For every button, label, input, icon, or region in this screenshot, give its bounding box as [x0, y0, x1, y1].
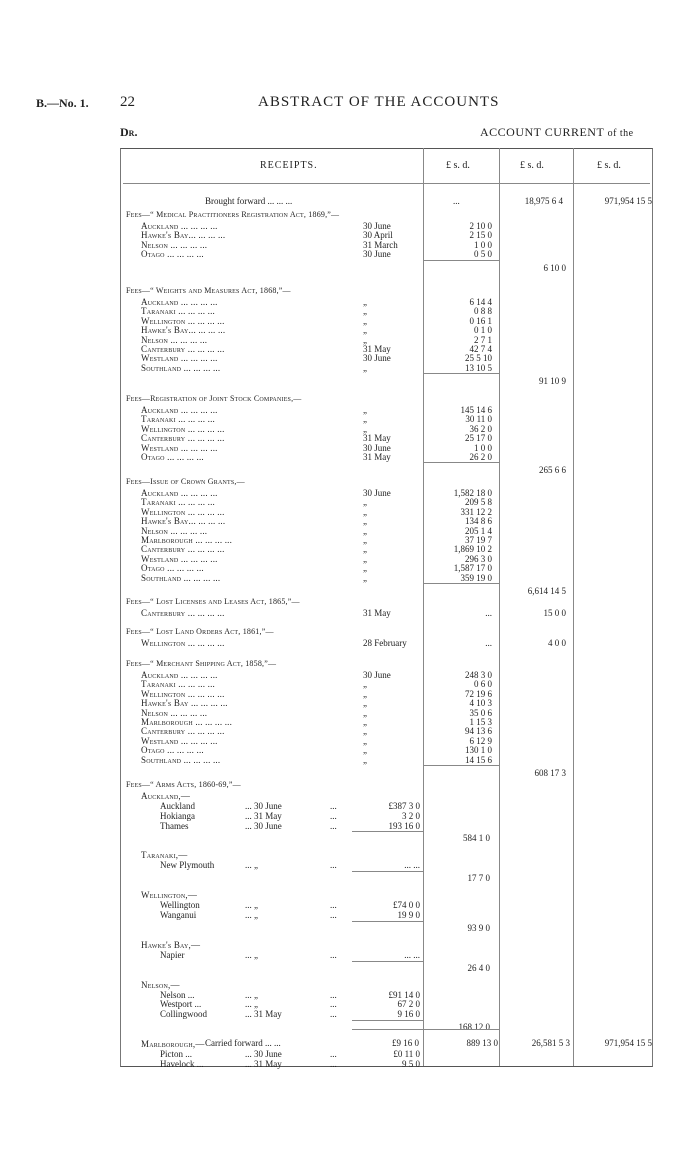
section-row-amount: 26 2 0 — [469, 452, 492, 462]
subtotal-rule — [423, 462, 499, 463]
arms-group-total: 17 7 0 — [467, 873, 490, 884]
arms-row-amount: £387 3 0 — [388, 801, 420, 811]
section-row-label: Otago ... ... ... ... — [141, 563, 204, 574]
arms-row-dots: ... — [330, 949, 337, 960]
arms-row-date: ... 31 May — [245, 1058, 282, 1069]
section-title: Fees—“ Lost Land Orders Act, 1861,”— — [126, 627, 274, 636]
arms-row-amount: £91 14 0 — [388, 989, 420, 1000]
column-3-header: £ s. d. — [597, 160, 621, 171]
section-row-label: Otago ... ... ... ... — [141, 452, 204, 462]
section-row-amount: 1 0 0 — [474, 442, 492, 453]
section-title: Fees—Issue of Crown Grants,— — [126, 477, 245, 486]
arms-row-place: Napier — [160, 949, 185, 960]
arms-row-dots: ... — [330, 801, 337, 811]
section-title: Fees—“ Medical Practitioners Registration Act, 1869,”— — [126, 210, 340, 219]
section-title: Fees—“ Arms Acts, 1860-69,”— — [126, 780, 241, 789]
arms-row-dots: ... — [330, 910, 337, 920]
page-title: ABSTRACT OF THE ACCOUNTS — [258, 94, 500, 110]
section-row-date: „ — [363, 506, 367, 517]
section-row-amount: 25 17 0 — [465, 433, 492, 444]
section-row-label: Wellington ... ... ... ... — [141, 423, 225, 434]
section-row-label: Wellington ... ... ... ... — [141, 315, 225, 326]
section-row-amount: 6 14 4 — [469, 297, 492, 307]
subtotal-rule — [352, 1020, 423, 1021]
section-row-amount: 1 0 0 — [474, 239, 492, 250]
section-row-label: Marlborough ... ... ... ... — [141, 717, 233, 727]
arms-row-date: ... 30 June — [245, 820, 282, 831]
section-row-label: Wellington ... ... ... ... — [141, 506, 225, 517]
section-row-date: 31 May — [363, 452, 391, 462]
arms-row-place: Thames — [160, 820, 189, 831]
arms-row-amount: 9 16 0 — [397, 1009, 420, 1020]
section-row-amount: 25 5 10 — [465, 353, 492, 364]
arms-row-amount: 3 2 0 — [402, 810, 420, 821]
carried-forward-label: Carried forward ... ... — [205, 1038, 281, 1048]
arms-row-dots: ... — [330, 989, 337, 1000]
section-row-label: Auckland ... ... ... ... — [141, 221, 218, 231]
section-row-date: „ — [363, 297, 367, 307]
subtotal-rule — [352, 831, 423, 832]
section-row-label: Hawke's Bay... ... ... ... — [141, 325, 226, 336]
section-row-amount: 13 10 5 — [465, 362, 492, 373]
section-title: Fees—“ Lost Licenses and Leases Act, 1865,”— — [126, 597, 300, 606]
arms-row-date: ... 30 June — [245, 801, 282, 811]
section-row-amount: 209 5 8 — [465, 497, 492, 508]
section-row-label: Wellington ... ... ... ... — [141, 688, 225, 699]
section-row-label: Taranaki ... ... ... ... — [141, 306, 215, 317]
section-row-date: „ — [363, 306, 367, 317]
section-row-amount: 72 19 6 — [465, 688, 492, 699]
section-row-label: Southland ... ... ... ... — [141, 754, 221, 765]
carried-forward-col2: 26,581 5 3 — [531, 1038, 570, 1048]
section-row-amount: 331 12 2 — [460, 506, 492, 517]
section-row-label: Southland ... ... ... ... — [141, 572, 221, 583]
arms-row-amount: ... ... — [404, 949, 420, 960]
arms-row-dots: ... — [330, 1049, 337, 1059]
section-row-amount: 0 6 0 — [474, 679, 492, 690]
section-row-date: 30 June — [363, 353, 391, 364]
arms-row-place: Auckland — [160, 801, 195, 811]
arms-group-name: Marlborough,— — [141, 1039, 205, 1049]
arms-row-place: Hokianga — [160, 810, 195, 821]
section-total: 6,614 14 5 — [527, 586, 566, 596]
section-row-date: „ — [363, 553, 367, 564]
brought-forward-col3: 971,954 15 5 — [604, 196, 652, 206]
section-row-label: Nelson ... ... ... ... — [141, 334, 208, 345]
section-row-amount: 134 8 6 — [465, 516, 492, 527]
section-row-date: „ — [363, 563, 367, 574]
page-number: 22 — [120, 94, 135, 110]
section-row-date: 31 May — [363, 433, 391, 444]
account-title-main: ACCOUNT CURRENT — [480, 125, 605, 139]
column-divider — [499, 148, 500, 1066]
carried-forward-col3: 971,954 15 5 — [604, 1038, 652, 1048]
arms-row-date: ... „ — [245, 989, 258, 1000]
arms-row-date: ... 31 May — [245, 1009, 282, 1020]
arms-row-place: Havelock ... — [160, 1058, 204, 1069]
section-row-amount: 36 2 0 — [469, 423, 492, 434]
section-row-label: Wellington ... ... ... ... — [141, 638, 225, 648]
section-row-label: Nelson ... ... ... ... — [141, 525, 208, 536]
section-row-date: 30 June — [363, 670, 391, 680]
arms-group-name: Wellington,— — [141, 890, 198, 901]
section-row-label: Auckland ... ... ... ... — [141, 670, 218, 680]
subtotal-rule — [423, 765, 499, 766]
section-row-label: Taranaki ... ... ... ... — [141, 414, 215, 425]
section-row-label: Canterbury ... ... ... ... — [141, 608, 225, 618]
section-row-amount: 14 15 6 — [465, 754, 492, 765]
subtotal-rule — [423, 373, 499, 374]
section-row-amount: ... — [485, 638, 492, 648]
header-rule — [123, 183, 650, 184]
section-row-amount: 2 10 0 — [469, 221, 492, 231]
section-row-date: 30 June — [363, 221, 391, 231]
section-row-date: „ — [363, 414, 367, 425]
section-row-label: Hawke's Bay... ... ... ... — [141, 230, 226, 241]
subtotal-rule — [423, 583, 499, 584]
section-row-date: 30 June — [363, 488, 391, 498]
section-row-date: 31 May — [363, 344, 391, 354]
section-row-amount: 0 16 1 — [469, 315, 492, 326]
section-row-label: Westland ... ... ... ... — [141, 353, 218, 364]
arms-row-place: Westport ... — [160, 999, 202, 1010]
arms-group-total: 584 1 0 — [463, 833, 490, 844]
section-row-date: „ — [363, 679, 367, 690]
section-row-amount: 2 15 0 — [469, 230, 492, 241]
account-title-suffix: of the — [607, 128, 634, 139]
arms-row-dots: ... — [330, 999, 337, 1010]
section-row-date: „ — [363, 535, 367, 545]
section-row-amount: 35 0 6 — [469, 707, 492, 718]
account-title — [480, 125, 634, 140]
arms-row-amount: £0 11 0 — [393, 1049, 420, 1059]
carried-forward-col1: 889 13 0 — [466, 1038, 498, 1048]
section-row-label: Westland ... ... ... ... — [141, 735, 218, 746]
arms-row-dots: ... — [330, 810, 337, 821]
section-total: 4 0 0 — [548, 638, 566, 648]
section-row-label: Auckland ... ... ... ... — [141, 297, 218, 307]
section-row-date: 30 June — [363, 442, 391, 453]
section-row-label: Canterbury ... ... ... ... — [141, 726, 225, 737]
section-row-date: „ — [363, 726, 367, 737]
arms-row-dots: ... — [330, 860, 337, 871]
section-row-label: Auckland ... ... ... ... — [141, 488, 218, 498]
section-row-date: 28 February — [363, 638, 407, 648]
arms-row-place: Collingwood — [160, 1009, 208, 1020]
section-row-amount: 30 11 0 — [465, 414, 492, 425]
section-row-label: Nelson ... ... ... ... — [141, 707, 208, 718]
section-row-amount: 359 19 0 — [460, 572, 492, 583]
section-row-date: „ — [363, 717, 367, 727]
section-row-label: Otago ... ... ... ... — [141, 249, 204, 260]
section-row-label: Marlborough ... ... ... ... — [141, 535, 233, 545]
section-row-label: Otago ... ... ... ... — [141, 745, 204, 756]
arms-row-place: Wellington — [160, 900, 200, 911]
section-row-date: „ — [363, 362, 367, 373]
section-total: 608 17 3 — [534, 768, 566, 778]
section-row-label: Hawke's Bay ... ... ... ... — [141, 698, 228, 709]
section-row-label: Westland ... ... ... ... — [141, 442, 218, 453]
section-row-date: 30 June — [363, 249, 391, 260]
carried-forward-rule — [352, 1029, 499, 1030]
arms-row-date: ... „ — [245, 910, 258, 920]
arms-row-amount: £74 0 0 — [393, 900, 420, 911]
arms-row-dots: ... — [330, 1058, 337, 1069]
arms-group-name: Auckland,— — [141, 791, 191, 801]
arms-row-date: ... 30 June — [245, 1049, 282, 1059]
section-row-date: „ — [363, 754, 367, 765]
arms-row-place: Wanganui — [160, 910, 197, 920]
section-title: Fees—“ Merchant Shipping Act, 1858,”— — [126, 659, 277, 668]
section-row-date: „ — [363, 315, 367, 326]
section-row-amount: 1,869 10 2 — [453, 544, 492, 555]
document-reference: B.—No. 1. — [36, 96, 89, 110]
section-row-amount: 205 1 4 — [465, 525, 492, 536]
section-title: Fees—Registration of Joint Stock Companies,— — [126, 394, 302, 403]
section-row-amount: 296 3 0 — [465, 553, 492, 564]
arms-row-place: New Plymouth — [160, 860, 215, 871]
arms-row-date: ... „ — [245, 949, 258, 960]
arms-row-dots: ... — [330, 820, 337, 831]
section-row-amount: 6 12 9 — [469, 735, 492, 746]
arms-group-name: Nelson,— — [141, 979, 180, 990]
section-row-amount: 0 8 8 — [474, 306, 492, 317]
receipts-column-header: RECEIPTS. — [260, 160, 318, 171]
section-row-date: „ — [363, 707, 367, 718]
section-row-amount: 42 7 4 — [469, 344, 492, 354]
arms-row-date: ... „ — [245, 999, 258, 1010]
arms-row-amount: 67 2 0 — [397, 999, 420, 1010]
arms-group-name: Taranaki,— — [141, 850, 188, 861]
section-row-amount: 1,587 17 0 — [453, 563, 492, 574]
section-row-amount: 94 13 6 — [465, 726, 492, 737]
arms-row-dots: ... — [330, 900, 337, 911]
section-row-date: „ — [363, 745, 367, 756]
section-row-date: „ — [363, 334, 367, 345]
section-row-date: „ — [363, 325, 367, 336]
section-row-date: „ — [363, 516, 367, 527]
section-row-amount: 0 5 0 — [474, 249, 492, 260]
column-divider — [573, 148, 574, 1066]
section-row-amount: ... — [485, 608, 492, 618]
column-divider — [423, 148, 424, 1066]
section-row-amount: 4 10 3 — [469, 698, 492, 709]
section-row-label: Taranaki ... ... ... ... — [141, 679, 215, 690]
subtotal-rule — [352, 961, 423, 962]
section-row-amount: 0 1 0 — [474, 325, 492, 336]
section-row-date: „ — [363, 735, 367, 746]
section-row-date: „ — [363, 423, 367, 434]
column-1-header: £ s. d. — [446, 160, 470, 171]
subtotal-rule — [423, 260, 499, 261]
section-row-label: Canterbury ... ... ... ... — [141, 544, 225, 555]
debit-label: Dr. — [120, 125, 138, 139]
column-2-header: £ s. d. — [520, 160, 544, 171]
section-row-label: Westland ... ... ... ... — [141, 553, 218, 564]
section-row-label: Southland ... ... ... ... — [141, 362, 221, 373]
section-row-date: „ — [363, 405, 367, 415]
section-row-date: 30 April — [363, 230, 393, 241]
arms-row-date: ... 31 May — [245, 810, 282, 821]
section-row-date: „ — [363, 572, 367, 583]
brought-forward-label: Brought forward ... ... ... — [205, 196, 293, 206]
section-row-date: „ — [363, 698, 367, 709]
arms-group-total: 168 12 0 — [458, 1022, 490, 1032]
section-row-amount: 248 3 0 — [465, 670, 492, 680]
section-row-amount: 130 1 0 — [465, 745, 492, 756]
arms-row-amount: 9 5 0 — [402, 1058, 420, 1069]
subtotal-rule — [352, 921, 423, 922]
arms-row-dots: ... — [330, 1009, 337, 1020]
arms-group-total: 93 9 0 — [467, 922, 490, 933]
section-row-label: Canterbury ... ... ... ... — [141, 433, 225, 444]
brought-forward-col2: 18,975 6 4 — [524, 196, 563, 206]
brought-forward-dots: ... — [453, 196, 460, 206]
arms-row-place: Nelson ... — [160, 989, 195, 1000]
section-row-date: „ — [363, 525, 367, 536]
section-total: 91 10 9 — [539, 376, 566, 387]
subtotal-rule — [352, 871, 423, 872]
carried-forward-col0: £9 16 0 — [392, 1038, 419, 1048]
section-title: Fees—“ Weights and Measures Act, 1868,”— — [126, 286, 291, 295]
arms-row-amount: 19 9 0 — [397, 910, 420, 920]
arms-row-date: ... „ — [245, 900, 258, 911]
section-row-label: Taranaki ... ... ... ... — [141, 497, 215, 508]
arms-row-amount: ... ... — [404, 860, 420, 871]
section-row-date: 31 May — [363, 608, 391, 618]
section-row-label: Hawke's Bay... ... ... ... — [141, 516, 226, 527]
section-row-date: „ — [363, 497, 367, 508]
section-total: 265 6 6 — [539, 465, 566, 476]
section-row-date: „ — [363, 544, 367, 555]
section-row-date: 31 March — [363, 239, 398, 250]
arms-group-total: 26 4 0 — [467, 962, 490, 973]
section-row-amount: 145 14 6 — [460, 405, 492, 415]
arms-group-name: Hawke's Bay,— — [141, 939, 201, 950]
section-row-label: Nelson ... ... ... ... — [141, 239, 208, 250]
section-row-amount: 1,582 18 0 — [453, 488, 492, 498]
arms-row-place: Picton ... — [160, 1049, 193, 1059]
section-row-amount: 37 19 7 — [465, 535, 492, 545]
section-total: 6 10 0 — [543, 262, 566, 273]
section-row-amount: 1 15 3 — [469, 717, 492, 727]
arms-row-date: ... „ — [245, 860, 258, 871]
section-row-date: „ — [363, 688, 367, 699]
section-row-amount: 2 7 1 — [474, 334, 492, 345]
arms-row-amount: 193 16 0 — [388, 820, 420, 831]
section-row-label: Auckland ... ... ... ... — [141, 405, 218, 415]
section-total: 15 0 0 — [543, 608, 566, 618]
section-row-label: Canterbury ... ... ... ... — [141, 344, 225, 354]
